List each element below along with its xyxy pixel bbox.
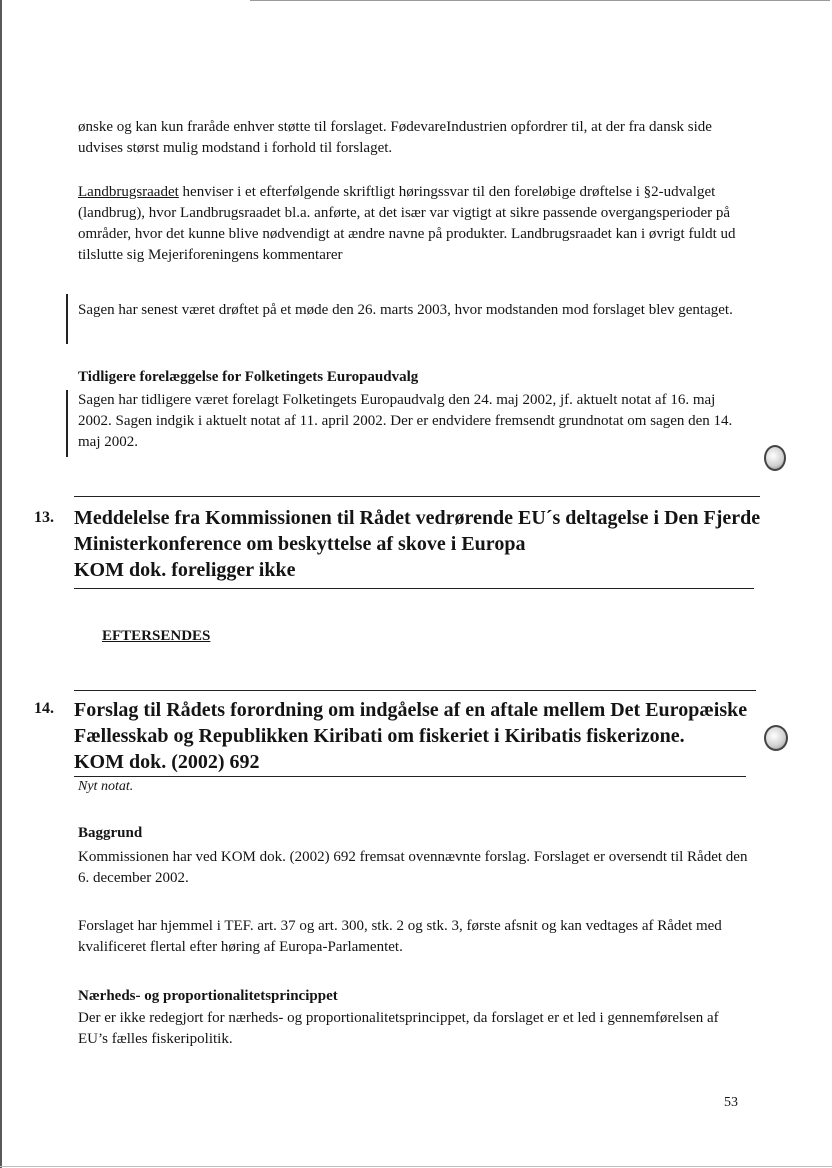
paragraph-landbrugsraadet-body: henviser i et efterfølgende skriftligt høringssvar til den foreløbige drøftelse i §2-udvalget (landbrug), hvor Landbrugsraadet bl.a. anførte, at det især var vigtigt at sikre passende overgangsperioder på områder, hvor det kunne blive nødvendigt at ændre navne på produkter. Landbrugsraadet kan i øvrigt fuldt ud tilslutte sig Mejeriforeningens kommentarer [78,184,736,263]
scan-edge-top [250,0,830,1]
paragraph-hjemmel: Forslaget har hjemmel i TEF. art. 37 og art. 300, stk. 2 og stk. 3, første afsnit og kan vedtages af Rådet med kvalificeret flertal efter høring af Europa-Parlamentet. [78,918,722,955]
section-heading-previous: Tidligere forelæggelse for Folketingets Europaudvalg [78,369,419,385]
divider-line [74,496,760,497]
eftersendes-label: EFTERSENDES [102,628,211,644]
landbrugsraadet-link-text: Landbrugsraadet [78,184,179,200]
item-13-doc-ref: KOM dok. foreligger ikke [74,559,296,581]
item-14-title-line1: Forslag til Rådets forordning om indgåelse af en aftale mellem Det Europæiske [74,699,748,721]
section-heading-naerhed: Nærheds- og proportionalitetsprincippet [78,988,338,1004]
punch-hole-icon [764,725,788,751]
paragraph-foedevareindustrien: ønske og kan kun fraråde enhver støtte til forslaget. FødevareIndustrien opfordrer til, at der fra dansk side udvises størst mulig modstand i forhold til forslaget. [78,119,712,156]
paragraph-landbrugsraadet [78,182,750,266]
divider-line [74,588,754,589]
item-number-13: 13. [34,509,54,526]
paragraph-baggrund: Kommissionen har ved KOM dok. (2002) 692 fremsat ovennævnte forslag. Forslaget er oversendt til Rådet den 6. december 2002. [78,849,748,886]
item-13-title-line1: Meddelelse fra Kommissionen til Rådet vedrørende EU´s deltagelse i Den Fjerde [74,507,761,529]
divider-line [74,690,756,691]
item-number-14: 14. [34,700,54,717]
section-heading-baggrund: Baggrund [78,825,143,841]
item-14-note: Nyt notat. [78,779,134,794]
page-number: 53 [724,1095,738,1110]
scan-edge-bottom [0,1166,832,1167]
paragraph-naerhed: Der er ikke redegjort for nærheds- og proportionalitetsprincippet, da forslaget er et led i gennemførelsen af EU’s fælles fiskeripolitik. [78,1010,719,1047]
item-14-title-line2: Fællesskab og Republikken Kiribati om fiskeriet i Kiribatis fiskerizone. [74,725,685,747]
paragraph-moede: Sagen har senest været drøftet på et møde den 26. marts 2003, hvor modstanden mod forslaget blev gentaget. [78,302,733,318]
paragraph-previous: Sagen har tidligere været forelagt Folketingets Europaudvalg den 24. maj 2002, jf. aktuelt notat af 16. maj 2002. Sagen indgik i aktuelt notat af 11. april 2002. Der er endvidere fremsendt grundnotat om sagen den 14. maj 2002. [78,392,733,450]
item-14-doc-ref: KOM dok. (2002) 692 [74,751,260,773]
scan-edge-left [0,0,2,1168]
change-bar [66,390,68,457]
change-bar [66,294,68,344]
item-13-title-line2: Ministerkonference om beskyttelse af skove i Europa [74,533,526,555]
punch-hole-icon [764,445,786,471]
